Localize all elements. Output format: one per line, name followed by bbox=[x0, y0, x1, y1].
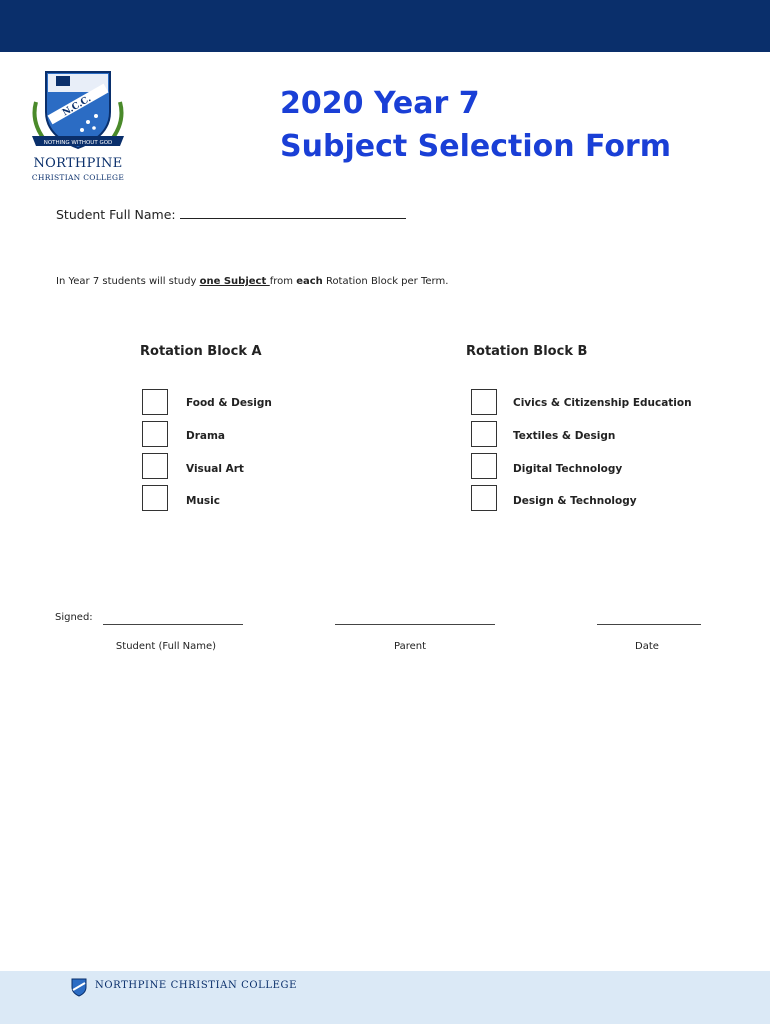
option-label-drama: Drama bbox=[186, 430, 226, 442]
crest-shield-icon bbox=[22, 62, 134, 158]
option-label-design-technology: Design & Technology bbox=[513, 495, 637, 507]
caption-student-full-name: Student (Full Name) bbox=[115, 641, 217, 652]
page-footer bbox=[0, 971, 770, 1024]
checkbox-civics-citizenship[interactable] bbox=[471, 389, 497, 415]
student-name-field[interactable] bbox=[180, 206, 406, 219]
checkbox-music[interactable] bbox=[142, 485, 168, 511]
checkbox-visual-art[interactable] bbox=[142, 453, 168, 479]
crest-college-subname: CHRISTIAN COLLEGE bbox=[31, 173, 125, 182]
option-label-textiles-design: Textiles & Design bbox=[513, 430, 616, 442]
instruction-text bbox=[56, 276, 448, 287]
checkbox-digital-technology[interactable] bbox=[471, 453, 497, 479]
crest-college-name: NORTHPINE bbox=[33, 156, 123, 171]
student-name-label: Student Full Name: bbox=[56, 207, 176, 222]
caption-parent: Parent bbox=[393, 641, 426, 652]
college-crest-logo bbox=[22, 62, 134, 186]
option-label-music: Music bbox=[186, 495, 220, 507]
crest-monogram: N.C.C. bbox=[61, 94, 93, 119]
instruction-emphasis-one-subject: one Subject bbox=[199, 276, 270, 287]
checkbox-drama[interactable] bbox=[142, 421, 168, 447]
instruction-part3: Rotation Block per Term. bbox=[322, 276, 449, 287]
form-title: Subject Selection Form bbox=[280, 129, 671, 164]
option-label-food-design: Food & Design bbox=[186, 397, 272, 409]
rotation-block-b-heading: Rotation Block B bbox=[466, 344, 588, 359]
date-signature-line[interactable] bbox=[597, 624, 701, 625]
footer-crest-icon bbox=[70, 977, 88, 997]
instruction-part1: In Year 7 students will study bbox=[56, 276, 200, 287]
checkbox-design-technology[interactable] bbox=[471, 485, 497, 511]
crest-motto: NOTHING WITHOUT GOD bbox=[43, 140, 113, 146]
instruction-part2: from bbox=[269, 276, 297, 287]
top-header-bar bbox=[0, 0, 770, 52]
instruction-emphasis-each: each bbox=[296, 276, 323, 287]
student-signature-line[interactable] bbox=[103, 624, 243, 625]
option-label-digital-technology: Digital Technology bbox=[513, 463, 623, 475]
rotation-block-a-heading: Rotation Block A bbox=[140, 344, 262, 359]
checkbox-textiles-design[interactable] bbox=[471, 421, 497, 447]
parent-signature-line[interactable] bbox=[335, 624, 495, 625]
form-title-year: 2020 Year 7 bbox=[280, 86, 480, 121]
student-name-row bbox=[56, 206, 406, 222]
checkbox-food-design[interactable] bbox=[142, 389, 168, 415]
option-label-civics-citizenship: Civics & Citizenship Education bbox=[513, 397, 692, 409]
footer-college-name: NORTHPINE CHRISTIAN COLLEGE bbox=[95, 980, 297, 991]
signed-label: Signed: bbox=[55, 612, 93, 623]
option-label-visual-art: Visual Art bbox=[186, 463, 244, 475]
caption-date: Date bbox=[635, 641, 659, 652]
